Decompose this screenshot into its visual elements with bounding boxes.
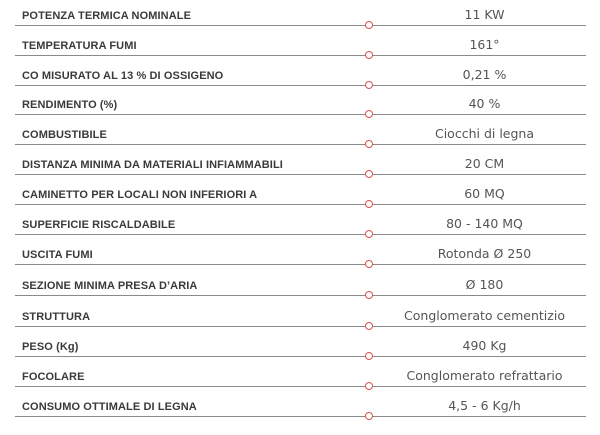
circle-marker-icon xyxy=(365,51,373,59)
spec-value: 4,5 - 6 Kg/h xyxy=(448,398,521,413)
row-divider xyxy=(15,416,586,417)
row-divider xyxy=(15,174,586,175)
circle-marker-icon xyxy=(365,140,373,148)
spec-label: CO MISURATO AL 13 % DI OSSIGENO xyxy=(22,70,224,82)
spec-row xyxy=(0,121,600,151)
row-divider xyxy=(15,25,586,26)
row-divider xyxy=(15,234,586,235)
circle-marker-icon xyxy=(365,81,373,89)
spec-row xyxy=(0,272,600,302)
spec-row xyxy=(0,151,600,181)
spec-label: POTENZA TERMICA NOMINALE xyxy=(22,10,192,22)
spec-label: SEZIONE MINIMA PRESA D’ARIA xyxy=(22,280,198,292)
circle-marker-icon xyxy=(365,352,373,360)
spec-row xyxy=(0,32,600,62)
spec-value: Ciocchi di legna xyxy=(434,126,535,141)
row-divider xyxy=(15,85,586,86)
spec-value: Rotonda Ø 250 xyxy=(437,246,532,261)
spec-label: COMBUSTIBILE xyxy=(22,129,107,141)
row-divider xyxy=(15,144,586,145)
circle-marker-icon xyxy=(365,200,373,208)
row-divider xyxy=(15,114,586,115)
spec-row xyxy=(0,91,600,121)
spec-row xyxy=(0,62,600,92)
spec-value: 0,21 % xyxy=(462,67,507,82)
spec-value: 20 CM xyxy=(464,156,505,171)
spec-value: 490 Kg xyxy=(462,338,507,353)
circle-marker-icon xyxy=(365,382,373,390)
spec-row xyxy=(0,241,600,271)
circle-marker-icon xyxy=(365,322,373,330)
spec-value: 40 % xyxy=(468,96,501,111)
circle-marker-icon xyxy=(365,21,373,29)
circle-marker-icon xyxy=(365,110,373,118)
spec-value: 80 - 140 MQ xyxy=(446,216,523,231)
spec-value: Conglomerato cementizio xyxy=(404,308,565,323)
spec-row xyxy=(0,2,600,32)
row-divider xyxy=(15,295,586,296)
spec-row xyxy=(0,303,600,333)
row-divider xyxy=(15,386,586,387)
spec-label: STRUTTURA xyxy=(22,311,91,323)
spec-label: FOCOLARE xyxy=(22,371,85,383)
row-divider xyxy=(15,264,586,265)
spec-label: CONSUMO OTTIMALE DI LEGNA xyxy=(22,401,197,413)
spec-value: Conglomerato refrattario xyxy=(406,368,563,383)
circle-marker-icon xyxy=(365,260,373,268)
spec-value: 60 MQ xyxy=(464,186,505,201)
spec-label: PESO (Kg) xyxy=(22,341,79,353)
row-divider xyxy=(15,326,586,327)
spec-label: SUPERFICIE RISCALDABILE xyxy=(22,219,176,231)
circle-marker-icon xyxy=(365,291,373,299)
spec-value: 11 KW xyxy=(464,7,505,22)
row-divider xyxy=(15,204,586,205)
spec-row xyxy=(0,211,600,241)
spec-label: DISTANZA MINIMA DA MATERIALI INFIAMMABILI xyxy=(22,159,283,171)
circle-marker-icon xyxy=(365,230,373,238)
spec-label: TEMPERATURA FUMI xyxy=(22,40,137,52)
circle-marker-icon xyxy=(365,170,373,178)
spec-value: 161° xyxy=(469,37,500,52)
spec-label: CAMINETTO PER LOCALI NON INFERIORI A xyxy=(22,189,258,201)
spec-label: USCITA FUMI xyxy=(22,249,93,261)
spec-row xyxy=(0,181,600,211)
circle-marker-icon xyxy=(365,412,373,420)
spec-label: RENDIMENTO (%) xyxy=(22,99,118,111)
row-divider xyxy=(15,55,586,56)
spec-value: Ø 180 xyxy=(465,277,504,292)
row-divider xyxy=(15,356,586,357)
spec-row xyxy=(0,333,600,363)
spec-row xyxy=(0,393,600,423)
spec-row xyxy=(0,363,600,393)
